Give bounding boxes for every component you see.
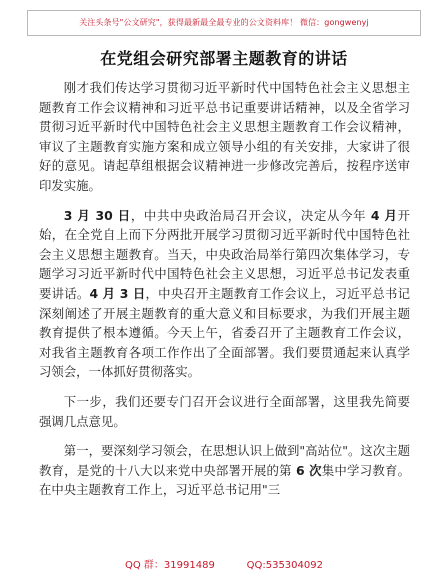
paragraph-text: ，中共中央政治局召开会议，决定从今年 (130, 207, 371, 223)
document-body (39, 78, 410, 510)
paragraph-1 (39, 78, 410, 196)
date-highlight: 3 月 30 日 (63, 207, 131, 223)
paragraph-2 (39, 206, 410, 382)
paragraph-text: 下一步，我们还要专门召开会议进行全面部署，这里我先简要强调几点意见。 (39, 393, 410, 429)
document-title: 在党组会研究部署主题教育的讲话 (100, 49, 348, 68)
paragraph-text: 开始，在全党自上而下分两批开展学习贯彻习近平新时代中国特色社会主义思想主题教育。当天，中央政治局举行第四次集体学习，专题学习习近平新时代中国特色社会主义思想，习近平总书记发表重要讲话。 (39, 207, 410, 301)
paragraph-4 (39, 441, 410, 500)
date-highlight: 4 月 (370, 207, 398, 223)
paragraph-text: ，中央召开主题教育工作会议上，习近平总书记深刻阐述了开展主题教育的重大意义和目标要求，为我们开展主题教育提供了根本遵循。今天上午，省委召开了主题教育工作会议，对我省主题教育各项工作作出了全面部署。我们要贯通起来认真学习领会，一体抓好贯彻落实。 (39, 285, 411, 380)
paragraph-text: 集中学习教育。在中央主题教育工作上，习近平总书记用"三 (39, 462, 410, 498)
date-highlight: 4 月 3 日 (89, 285, 146, 301)
paragraph-text: 第一，要深刻学习领会，在思想认识上做到"高站位"。这次主题教育，是党的十八大以来党中央部署开展的第 (39, 443, 410, 478)
footer-contact: QQ 群：31991489 QQ:535304092 (125, 560, 323, 571)
count-highlight: 6 次 (295, 462, 322, 478)
paragraph-3 (39, 392, 410, 431)
header-banner: 关注头条号"公文研究"，获得最新最全最专业的公文资料库！ 微信：gongwenyj (27, 10, 421, 36)
paragraph-text: 刚才我们传达学习贯彻习近平新时代中国特色社会主义思想主题教育工作会议精神和习近平总书记重要讲话精神，以及全省学习贯彻习近平新时代中国特色社会主义思想主题教育工作会议精神，审议了主题教育实施方案和成立领导小组的有关安排，大家讲了很好的意见。请起草组根据会议精神进一步修改完善后，按程序送审印发实施。 (39, 80, 410, 193)
